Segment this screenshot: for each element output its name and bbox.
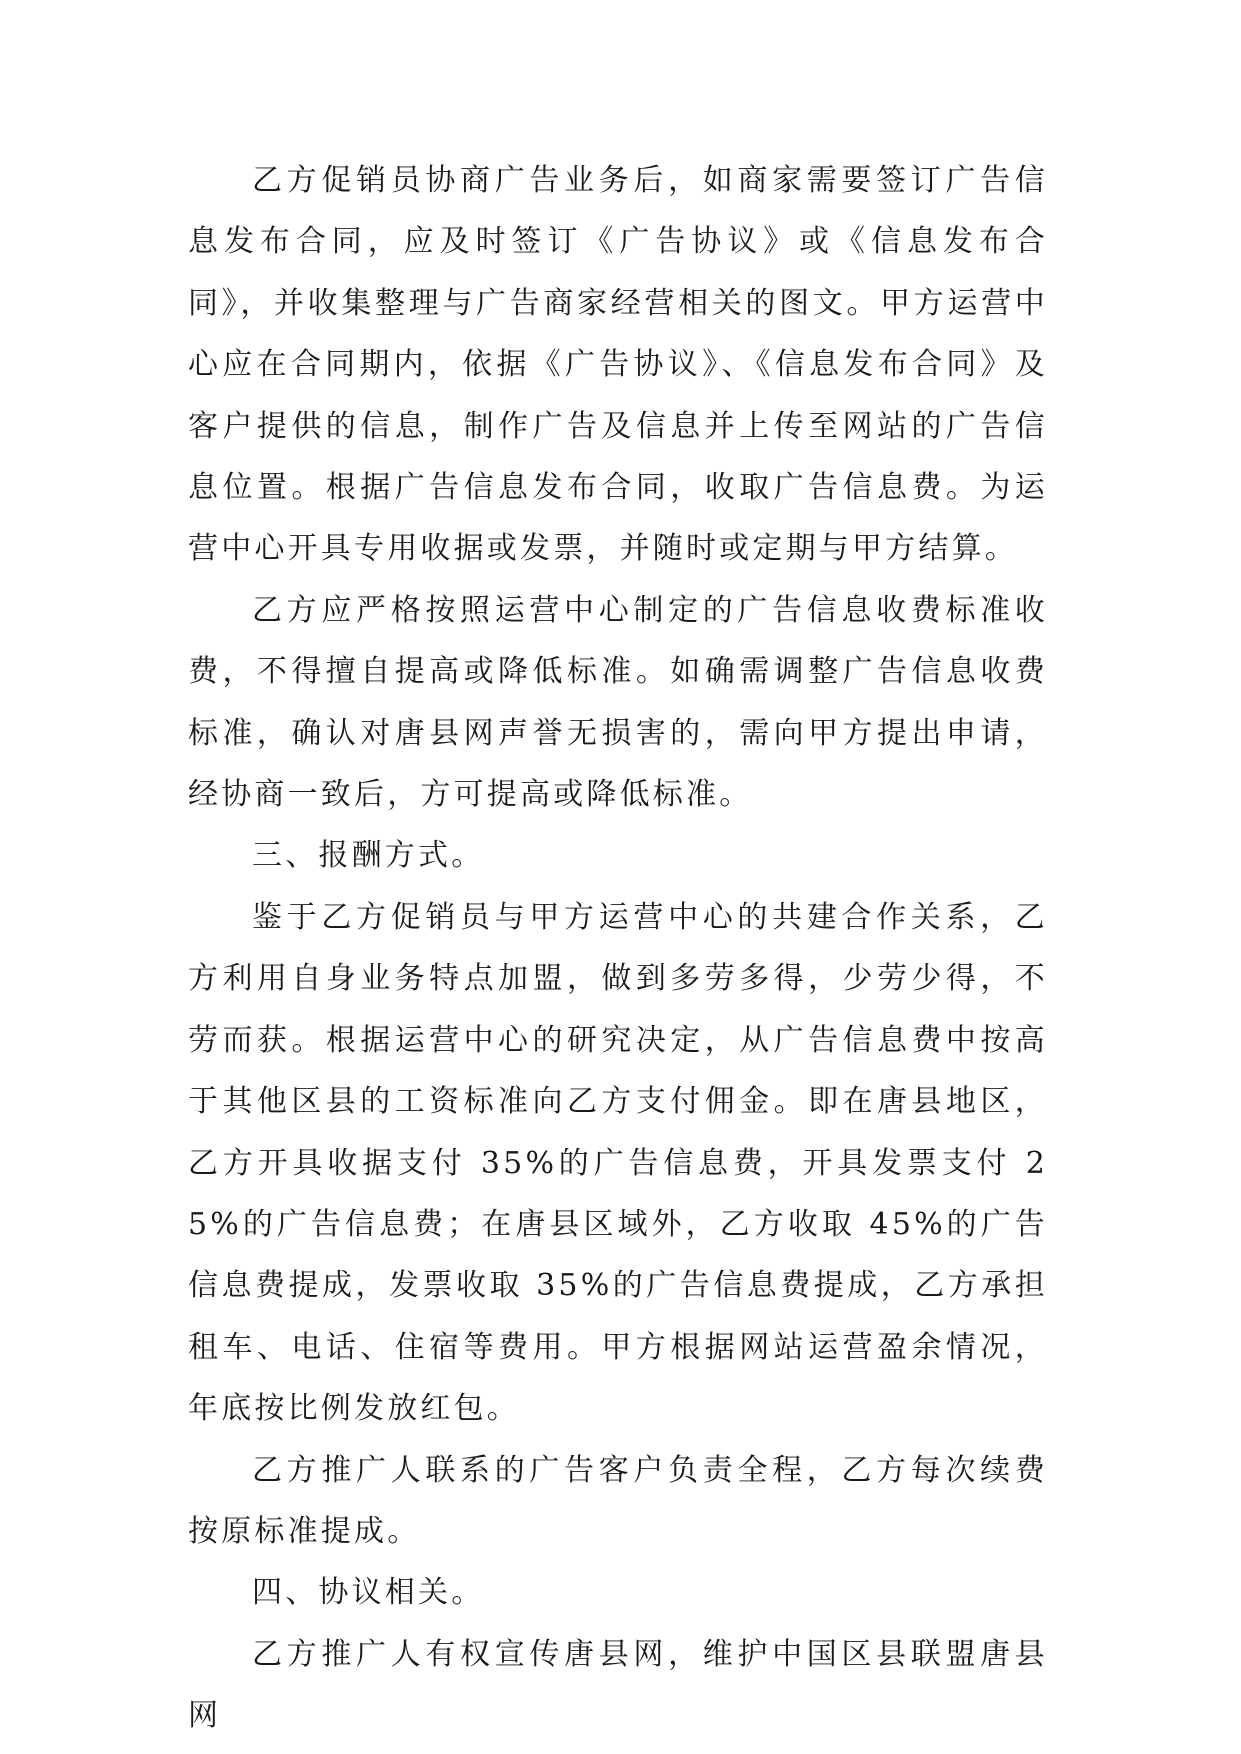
paragraph-ad-contract-procedure: 乙方促销员协商广告业务后，如商家需要签订广告信息发布合同，应及时签订《广告协议》或《信息发布合同》，并收集整理与广告商家经营相关的图文。甲方运营中心应在合同期内，依据《广告协议》、《信息发布合同》及客户提供的信息，制作广告及信息并上传至网站的广告信息位置。根据广告信息发布合同，收取广告信息费。为运营中心开具专用收据或发票，并随时或定期与甲方结算。: [188, 163, 1048, 567]
paragraph-renewal-commission: 乙方推广人联系的广告客户负责全程，乙方每次续费按原标准提成。: [188, 1452, 1048, 1549]
paragraph-fee-standard: 乙方应严格按照运营中心制定的广告信息收费标准收费，不得擅自提高或降低标准。如确需调整广告信息收费标准，确认对唐县网声誉无损害的，需向甲方提出申请，经协商一致后，方可提高或降低标准。: [188, 592, 1048, 813]
section-heading-agreement: 四、协议相关。: [252, 1575, 485, 1611]
paragraph-promotion-rights: 乙方推广人有权宣传唐县网，维护中国区县联盟唐县网: [188, 1636, 1048, 1734]
document-body: [188, 150, 1048, 1747]
section-heading-compensation: 三、报酬方式。: [252, 838, 485, 874]
paragraph-compensation-terms: 鉴于乙方促销员与甲方运营中心的共建合作关系，乙方利用自身业务特点加盟，做到多劳多得，少劳少得，不劳而获。根据运营中心的研究决定，从广告信息费中按高于其他区县的工资标准向乙方支付佣金。即在唐县地区，乙方开具收据支付 35%的广告信息费，开具发票支付 25%的广告信息费；在唐县区域外，乙方收取 45%的广告信息费提成，发票收取 35%的广告信息费提成，乙方承担租车、电话、住宿等费用。甲方根据网站运营盈余情况，年底按比例发放红包。: [188, 899, 1048, 1427]
